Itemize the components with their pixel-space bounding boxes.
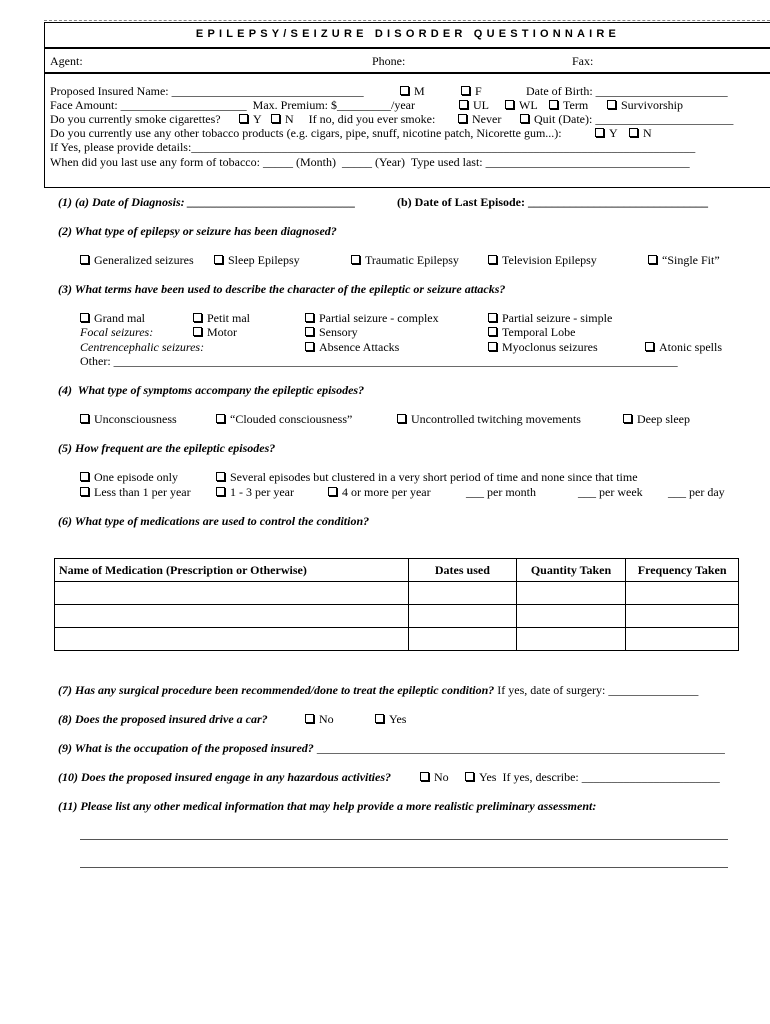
gender-f-option[interactable]: F (461, 84, 482, 98)
col-frequency: Frequency Taken (626, 559, 739, 582)
table-row (55, 605, 739, 628)
tobacco-no-option[interactable]: N (629, 126, 652, 140)
q3-grand-mal[interactable]: Grand mal (80, 311, 145, 325)
checkbox-icon[interactable] (623, 414, 632, 423)
table-row (55, 582, 739, 605)
medication-table (54, 558, 739, 651)
q3-petit-mal[interactable]: Petit mal (193, 311, 250, 325)
face-amount-field[interactable]: Face Amount: _____________________ Max. Premium: $_________/year (50, 98, 415, 112)
agent-row (44, 48, 770, 74)
q3-sensory[interactable]: Sensory (305, 325, 358, 339)
checkbox-icon[interactable] (271, 114, 280, 123)
q2-option-traumatic[interactable]: Traumatic Epilepsy (351, 253, 459, 267)
tobacco-details-field[interactable]: If Yes, please provide details:____________________________________________________________________________________ (50, 140, 696, 154)
q7-line (58, 683, 698, 697)
q3-myoclonus[interactable]: Myoclonus seizures (488, 340, 598, 354)
never-option[interactable]: Never (458, 112, 501, 126)
checkbox-icon[interactable] (80, 414, 89, 423)
q3-atonic[interactable]: Atonic spells (645, 340, 722, 354)
q5-one-to-three[interactable]: 1 - 3 per year (216, 485, 294, 499)
medication-name-cell[interactable] (55, 605, 409, 628)
checkbox-icon[interactable] (216, 487, 225, 496)
medication-name-cell[interactable] (55, 628, 409, 651)
ul-option[interactable]: UL (459, 98, 489, 112)
q2-option-television[interactable]: Television Epilepsy (488, 253, 597, 267)
checkbox-icon[interactable] (305, 327, 314, 336)
q2-option-sleep[interactable]: Sleep Epilepsy (214, 253, 300, 267)
last-tobacco-field[interactable]: When did you last use any form of tobacco: _____ (Month) _____ (Year) Type used last: __________________________________ (50, 155, 690, 169)
smoke-question: Do you currently smoke cigarettes? (50, 112, 221, 126)
medication-name-cell[interactable] (55, 582, 409, 605)
tobacco-yes-option[interactable]: Y (595, 126, 618, 140)
q9-question: (9) What is the occupation of the proposed insured? (58, 741, 314, 755)
checkbox-icon[interactable] (420, 772, 429, 781)
checkbox-icon[interactable] (80, 313, 89, 322)
q2-question: (2) What type of epilepsy or seizure has been diagnosed? (58, 224, 337, 238)
q5-one-episode[interactable]: One episode only (80, 470, 178, 484)
frequency-cell[interactable] (626, 582, 739, 605)
insured-info-box (44, 72, 770, 188)
title-box (44, 22, 770, 48)
q3-question: (3) What terms have been used to describe the character of the epileptic or seizure attacks? (58, 282, 506, 296)
table-row (55, 628, 739, 651)
quantity-cell[interactable] (516, 582, 626, 605)
q4-unconsciousness[interactable]: Unconsciousness (80, 412, 177, 426)
smoke-no-option[interactable]: N If no, did you ever smoke: (271, 112, 435, 126)
col-dates-used: Dates used (409, 559, 517, 582)
q10-question: (10) Does the proposed insured engage in any hazardous activities? (58, 770, 392, 784)
q5-less-than-one[interactable]: Less than 1 per year (80, 485, 191, 499)
checkbox-icon[interactable] (488, 313, 497, 322)
q7-surgery-date-field[interactable]: If yes, date of surgery: _______________ (497, 683, 699, 697)
q5-several-episodes[interactable]: Several episodes but clustered in a very short period of time and none since that time (216, 470, 638, 484)
quantity-cell[interactable] (516, 628, 626, 651)
q4-deep-sleep[interactable]: Deep sleep (623, 412, 690, 426)
q3-motor[interactable]: Motor (193, 325, 237, 339)
tobacco-question: Do you currently use any other tobacco products (e.g. cigars, pipe, snuff, nicotine patch, Nicorette gum...): (50, 126, 562, 140)
frequency-cell[interactable] (626, 605, 739, 628)
checkbox-icon[interactable] (549, 100, 558, 109)
q10-yes-option[interactable]: Yes If yes, describe: _______________________ (465, 770, 720, 784)
q3-centren-label: Centrencephalic seizures: (80, 340, 205, 354)
q3-focal-label: Focal seizures: (80, 325, 154, 339)
checkbox-icon[interactable] (488, 255, 497, 264)
q10-no-option[interactable]: No (420, 770, 449, 784)
col-quantity: Quantity Taken (516, 559, 626, 582)
q3-other-field[interactable]: Other: ______________________________________________________________________________________________ (80, 354, 678, 368)
checkbox-icon[interactable] (629, 128, 638, 137)
q4-clouded[interactable]: “Clouded consciousness” (216, 412, 352, 426)
q8-no-option[interactable]: No (305, 712, 334, 726)
insured-name-field[interactable]: Proposed Insured Name: ________________________________ (50, 84, 364, 98)
q8-yes-option[interactable]: Yes (375, 712, 406, 726)
checkbox-icon[interactable] (239, 114, 248, 123)
q3-partial-simple[interactable]: Partial seizure - simple (488, 311, 612, 325)
checkbox-icon[interactable] (465, 772, 474, 781)
q2-option-generalized[interactable]: Generalized seizures (80, 253, 194, 267)
q8-question: (8) Does the proposed insured drive a car? (58, 712, 268, 726)
smoke-yes-option[interactable]: Y (239, 112, 262, 126)
page-title: EPILEPSY/SEIZURE DISORDER QUESTIONNAIRE (195, 28, 621, 40)
q11-answer-line-2[interactable] (80, 867, 728, 868)
checkbox-icon[interactable] (80, 487, 89, 496)
agent-label[interactable]: Agent: (50, 54, 83, 68)
q9-line (58, 741, 725, 755)
q1-last-episode-date[interactable]: (b) Date of Last Episode: ______________________________ (397, 195, 708, 209)
q5-per-month[interactable]: ___ per month (466, 485, 536, 499)
fax-label[interactable]: Fax: (572, 54, 594, 68)
q5-four-or-more[interactable]: 4 or more per year (328, 485, 431, 499)
checkbox-icon[interactable] (305, 313, 314, 322)
checkbox-icon[interactable] (461, 86, 470, 95)
checkbox-icon[interactable] (214, 255, 223, 264)
checkbox-icon[interactable] (305, 714, 314, 723)
checkbox-icon[interactable] (351, 255, 360, 264)
checkbox-icon[interactable] (80, 472, 89, 481)
q5-per-week[interactable]: ___ per week (578, 485, 643, 499)
top-border (44, 20, 770, 21)
checkbox-icon[interactable] (193, 327, 202, 336)
quantity-cell[interactable] (516, 605, 626, 628)
survivorship-option[interactable]: Survivorship (607, 98, 683, 112)
checkbox-icon[interactable] (595, 128, 604, 137)
q4-question: (4) What type of symptoms accompany the epileptic episodes? (58, 383, 365, 397)
checkbox-icon[interactable] (216, 414, 225, 423)
checkbox-icon[interactable] (328, 487, 337, 496)
quit-option[interactable]: Quit (Date): _______________________ (520, 112, 733, 126)
checkbox-icon[interactable] (607, 100, 616, 109)
q5-per-day[interactable]: ___ per day (668, 485, 725, 499)
q11-answer-line-1[interactable] (80, 839, 728, 840)
checkbox-icon[interactable] (505, 100, 514, 109)
checkbox-icon[interactable] (459, 100, 468, 109)
checkbox-icon[interactable] (305, 342, 314, 351)
checkbox-icon[interactable] (648, 255, 657, 264)
q11-question: (11) Please list any other medical information that may help provide a more realistic preliminary assessment: (58, 799, 597, 813)
checkbox-icon[interactable] (400, 86, 409, 95)
dates-used-cell[interactable] (409, 628, 517, 651)
q1-diagnosis-date[interactable]: (1) (a) Date of Diagnosis: ____________________________ (58, 195, 356, 209)
checkbox-icon[interactable] (397, 414, 406, 423)
checkbox-icon[interactable] (375, 714, 384, 723)
checkbox-icon[interactable] (645, 342, 654, 351)
gender-m-option[interactable]: M (400, 84, 425, 98)
dob-field[interactable]: Date of Birth: ______________________ (526, 84, 728, 98)
q4-twitching[interactable]: Uncontrolled twitching movements (397, 412, 581, 426)
q3-partial-complex[interactable]: Partial seizure - complex (305, 311, 439, 325)
term-option[interactable]: Term (549, 98, 588, 112)
checkbox-icon[interactable] (488, 327, 497, 336)
col-medication-name: Name of Medication (Prescription or Otherwise) (55, 559, 409, 582)
checkbox-icon[interactable] (193, 313, 202, 322)
checkbox-icon[interactable] (216, 472, 225, 481)
q6-question: (6) What type of medications are used to control the condition? (58, 514, 370, 528)
dates-used-cell[interactable] (409, 605, 517, 628)
wl-option[interactable]: WL (505, 98, 538, 112)
checkbox-icon[interactable] (488, 342, 497, 351)
q3-temporal[interactable]: Temporal Lobe (488, 325, 575, 339)
q9-occupation-field[interactable]: ____________________________________________________________________ (316, 741, 725, 755)
q5-question: (5) How frequent are the epileptic episodes? (58, 441, 276, 455)
checkbox-icon[interactable] (520, 114, 529, 123)
phone-label[interactable]: Phone: (372, 54, 406, 68)
dates-used-cell[interactable] (409, 582, 517, 605)
q7-question: (7) Has any surgical procedure been recommended/done to treat the epileptic condition? (58, 683, 495, 697)
q2-option-single-fit[interactable]: “Single Fit” (648, 253, 720, 267)
checkbox-icon[interactable] (458, 114, 467, 123)
checkbox-icon[interactable] (80, 255, 89, 264)
q3-absence[interactable]: Absence Attacks (305, 340, 399, 354)
frequency-cell[interactable] (626, 628, 739, 651)
